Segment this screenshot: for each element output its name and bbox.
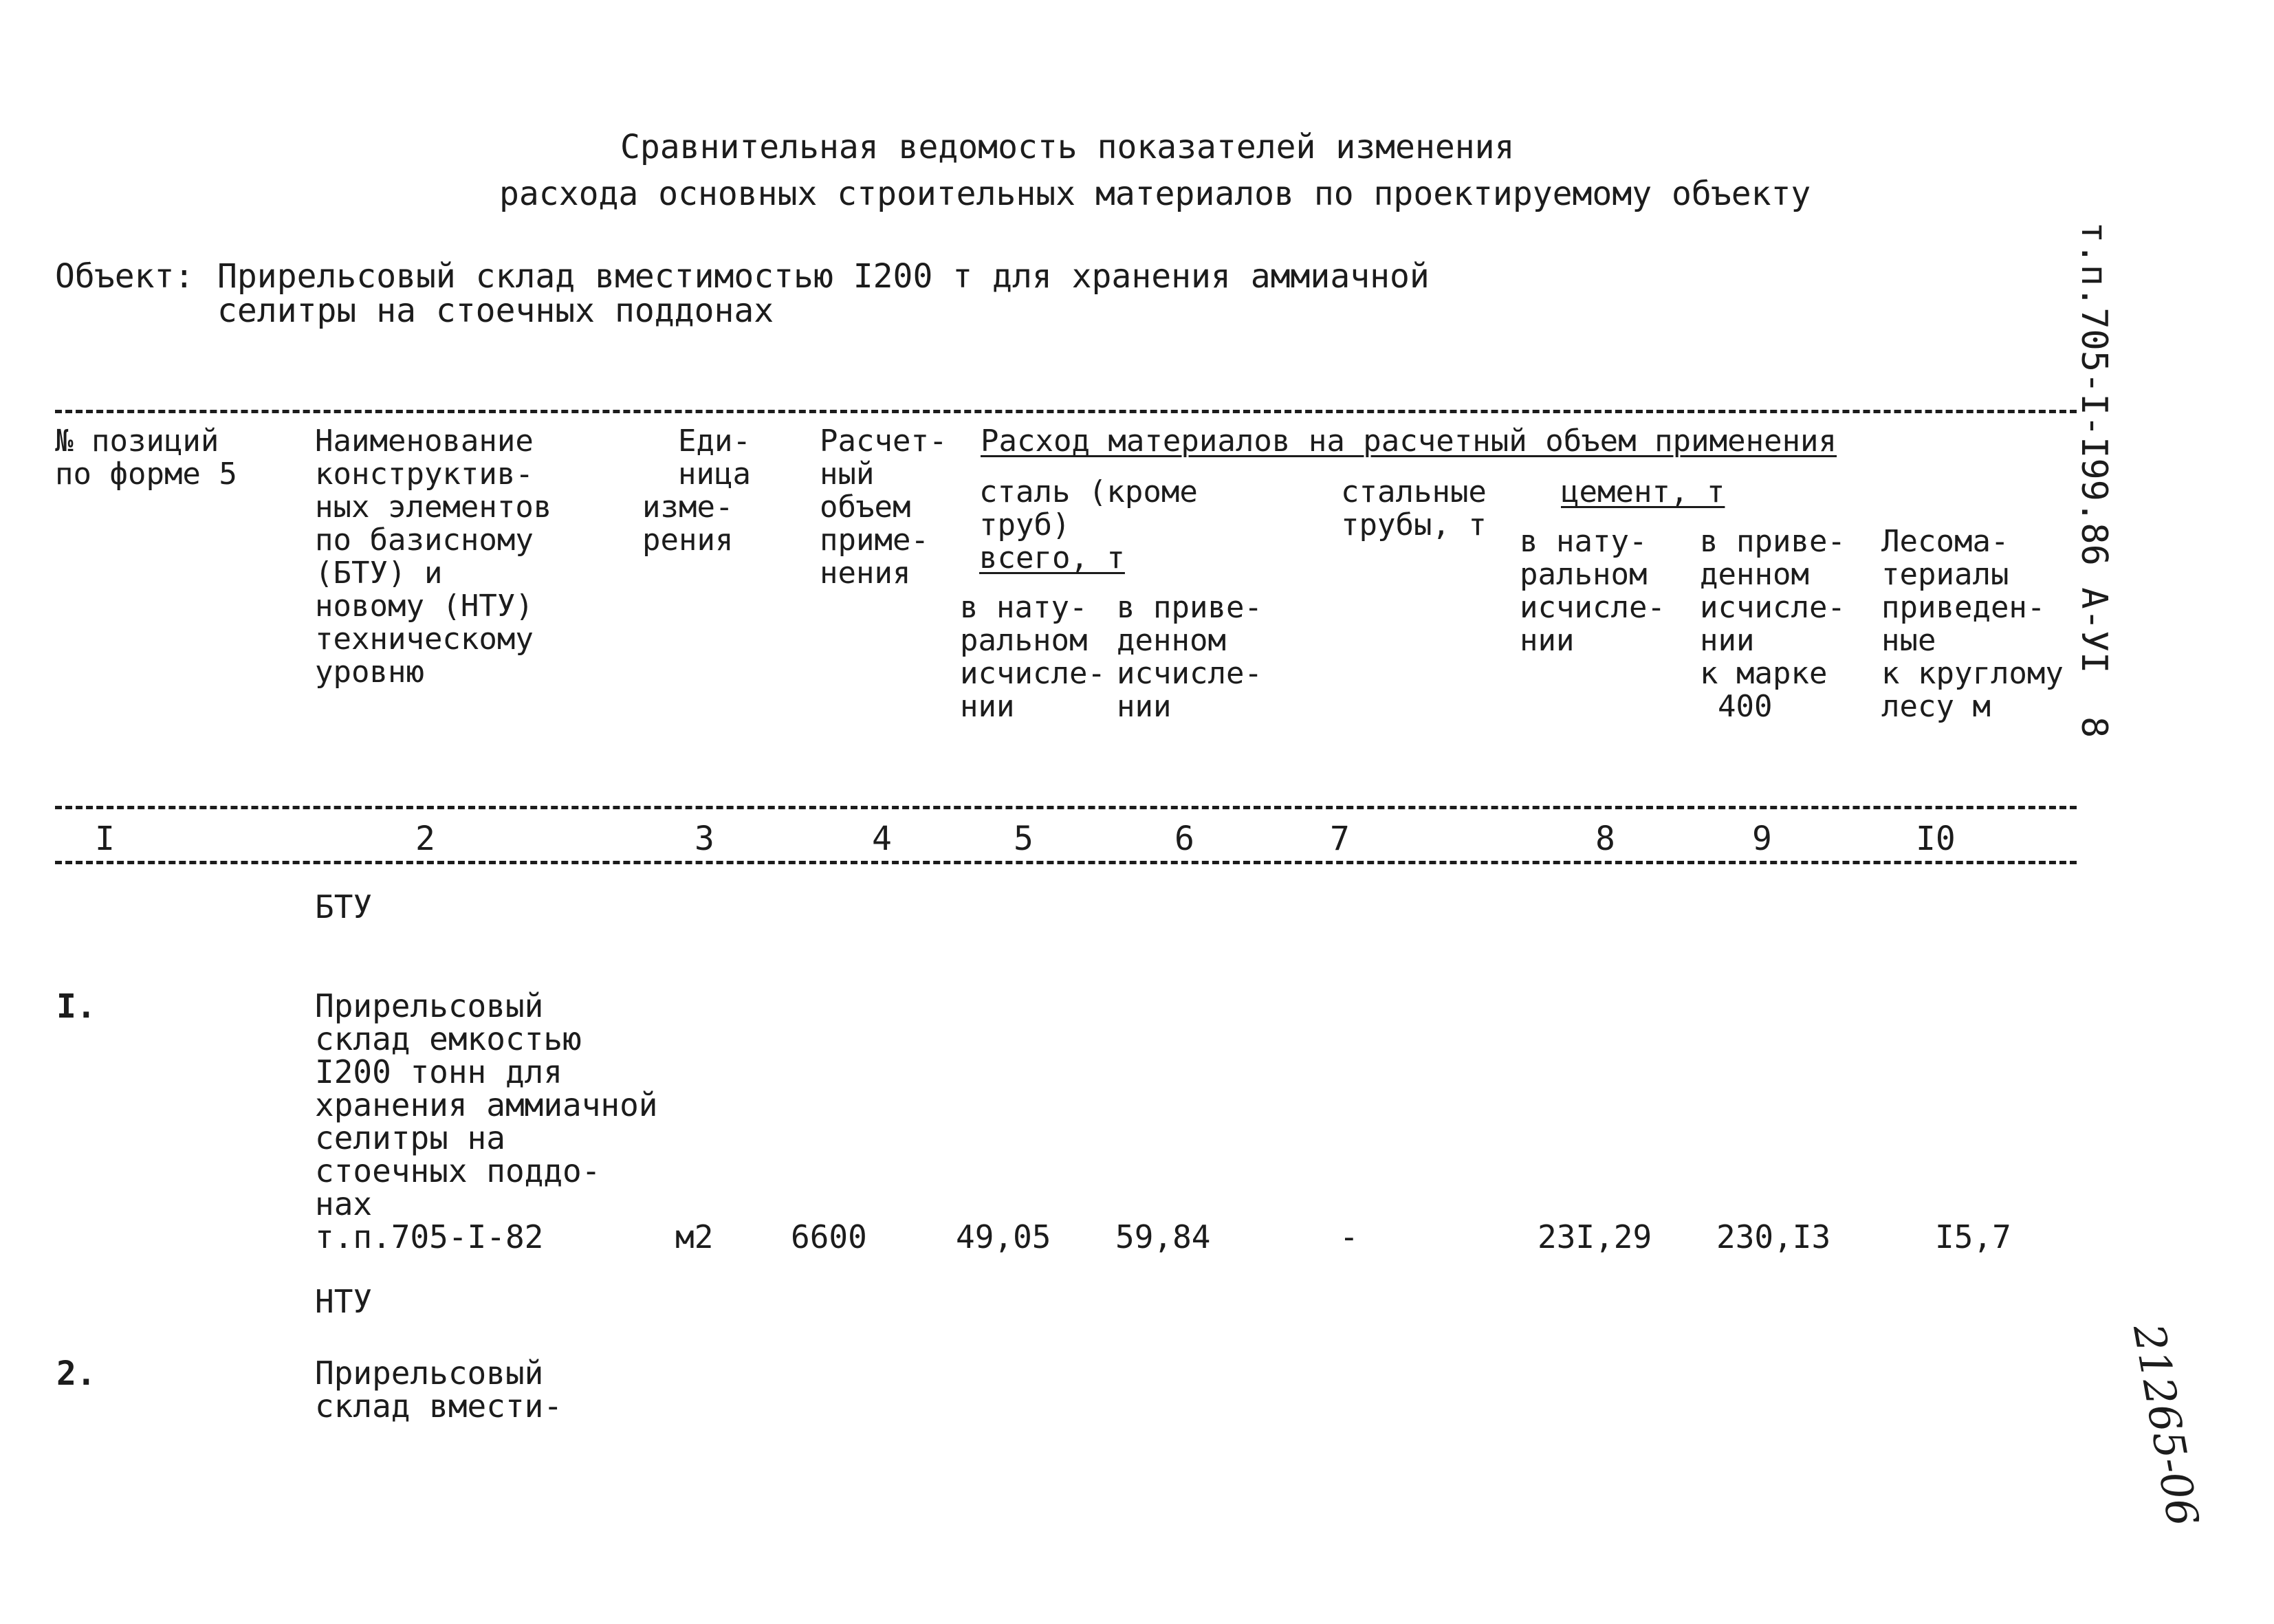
header-col9-line1: в приве- <box>1700 524 1846 559</box>
header-col10-line2: териалы <box>1881 557 2009 592</box>
side-stamp: т.п.705-I-I99.86 А-УI 8 <box>2073 221 2114 738</box>
row1-volume: 6600 <box>791 1218 867 1255</box>
row1-num: I. <box>56 987 96 1026</box>
header-col7-line1: стальные <box>1341 474 1487 509</box>
colnum-8: 8 <box>1595 820 1615 858</box>
header-cement: цемент, т <box>1561 474 1725 509</box>
header-col9-line6: 400 <box>1718 689 1773 724</box>
header-col2-line3: ных элементов <box>315 490 552 525</box>
row1-name-line8: т.п.705-I-82 <box>315 1218 544 1255</box>
header-col3-line3: изме- <box>642 490 734 525</box>
header-col9-line3: исчисле- <box>1700 590 1846 625</box>
header-col10-line6: лесу м <box>1881 689 1991 724</box>
header-col6-line2: денном <box>1117 623 1226 658</box>
colnum-3: 3 <box>695 820 714 858</box>
row1-name-line2: склад емкостью <box>315 1020 582 1057</box>
header-col10-line5: к круглому <box>1881 656 2064 691</box>
header-col7-line2: трубы, т <box>1341 507 1487 542</box>
header-col2-line8: уровню <box>315 655 424 690</box>
header-col6-line4: нии <box>1117 689 1172 724</box>
row1-name-line6: стоечных поддо- <box>315 1152 601 1189</box>
row1-cement-reduced: 230,I3 <box>1716 1218 1831 1255</box>
header-col10-line3: приведен- <box>1881 590 2046 625</box>
header-col4-line1: Расчет- <box>820 424 948 459</box>
header-col5-line3: исчисле- <box>960 656 1106 691</box>
header-col9-line2: денном <box>1700 557 1809 592</box>
header-col1-line1: № позиций <box>55 424 219 459</box>
section-btu: БТУ <box>315 888 373 925</box>
header-col8-line1: в нату- <box>1520 524 1648 559</box>
header-top-rule <box>55 410 2077 413</box>
header-group-title: Расход материалов на расчетный объем применения <box>981 424 1837 459</box>
title-line-1: Сравнительная ведомость показателей изменения <box>620 128 1515 166</box>
row1-timber: I5,7 <box>1935 1218 2011 1255</box>
row1-pipes: - <box>1340 1218 1359 1255</box>
row1-name-line4: хранения аммиачной <box>315 1086 658 1123</box>
header-col10-line4: ные <box>1881 623 1936 658</box>
row1-steel-natural: 49,05 <box>956 1218 1051 1255</box>
header-col6-line3: исчисле- <box>1117 656 1262 691</box>
header-col2-line6: новому (НТУ) <box>315 589 534 624</box>
colnum-bottom-rule <box>55 861 2077 864</box>
colnum-6: 6 <box>1174 820 1194 858</box>
row1-name-line7: нах <box>315 1185 373 1222</box>
row2-name-line2: склад вмести- <box>315 1387 563 1425</box>
object-line-2: селитры на стоечных поддонах <box>217 292 774 330</box>
header-col2-line1: Наименование <box>315 424 534 459</box>
header-col5-line2: ральном <box>960 623 1088 658</box>
row2-num: 2. <box>56 1354 96 1393</box>
colnum-top-rule <box>55 806 2077 809</box>
header-col1-line2: по форме 5 <box>55 457 237 492</box>
header-steel-line1: сталь (кроме <box>979 474 1198 509</box>
row1-cement-natural: 23I,29 <box>1538 1218 1652 1255</box>
header-col10-line1: Лесома- <box>1881 524 2009 559</box>
colnum-2: 2 <box>415 820 435 858</box>
object-label: Объект: <box>55 257 195 296</box>
header-col2-line4: по базисному <box>315 523 534 558</box>
header-col4-line3: объем <box>820 490 911 525</box>
header-col3-line1: Еди- <box>678 424 751 459</box>
header-col2-line2: конструктив- <box>315 457 534 492</box>
row1-steel-reduced: 59,84 <box>1115 1218 1211 1255</box>
header-col4-line5: нения <box>820 556 911 591</box>
row1-name-line1: Прирельсовый <box>315 987 544 1024</box>
colnum-4: 4 <box>872 820 892 858</box>
title-line-2: расхода основных строительных материалов по проектируемому объекту <box>499 175 1811 213</box>
colnum-7: 7 <box>1330 820 1350 858</box>
header-col5-line4: нии <box>960 689 1015 724</box>
header-col8-line4: нии <box>1520 623 1575 658</box>
header-steel-line2: труб) <box>979 507 1071 542</box>
section-ntu: НТУ <box>315 1283 373 1320</box>
header-col9-line5: к марке <box>1700 656 1828 691</box>
header-col5-line1: в нату- <box>960 590 1088 625</box>
colnum-10: I0 <box>1916 820 1956 858</box>
header-col4-line4: приме- <box>820 523 929 558</box>
object-line-1: Прирельсовый склад вместимостью I200 т для хранения аммиачной <box>217 257 1430 296</box>
row1-name-line5: селитры на <box>315 1119 505 1156</box>
header-col2-line5: (БТУ) и <box>315 556 443 591</box>
colnum-9: 9 <box>1752 820 1772 858</box>
row1-unit: м2 <box>675 1218 714 1255</box>
header-col2-line7: техническому <box>315 622 534 657</box>
header-col8-line2: ральном <box>1520 557 1648 592</box>
row2-name-line1: Прирельсовый <box>315 1354 544 1392</box>
header-steel-total: всего, т <box>979 540 1125 575</box>
header-col6-line1: в приве- <box>1117 590 1262 625</box>
header-col3-line2: ница <box>678 457 751 492</box>
colnum-1: I <box>95 820 115 858</box>
header-col3-line4: рения <box>642 523 734 558</box>
row1-name-line3: I200 тонн для <box>315 1053 563 1090</box>
header-col9-line4: нии <box>1700 623 1755 658</box>
header-col8-line3: исчисле- <box>1520 590 1665 625</box>
header-col4-line2: ный <box>820 457 875 492</box>
colnum-5: 5 <box>1014 820 1034 858</box>
handwritten-number: 21265-06 <box>2123 1320 2209 1530</box>
